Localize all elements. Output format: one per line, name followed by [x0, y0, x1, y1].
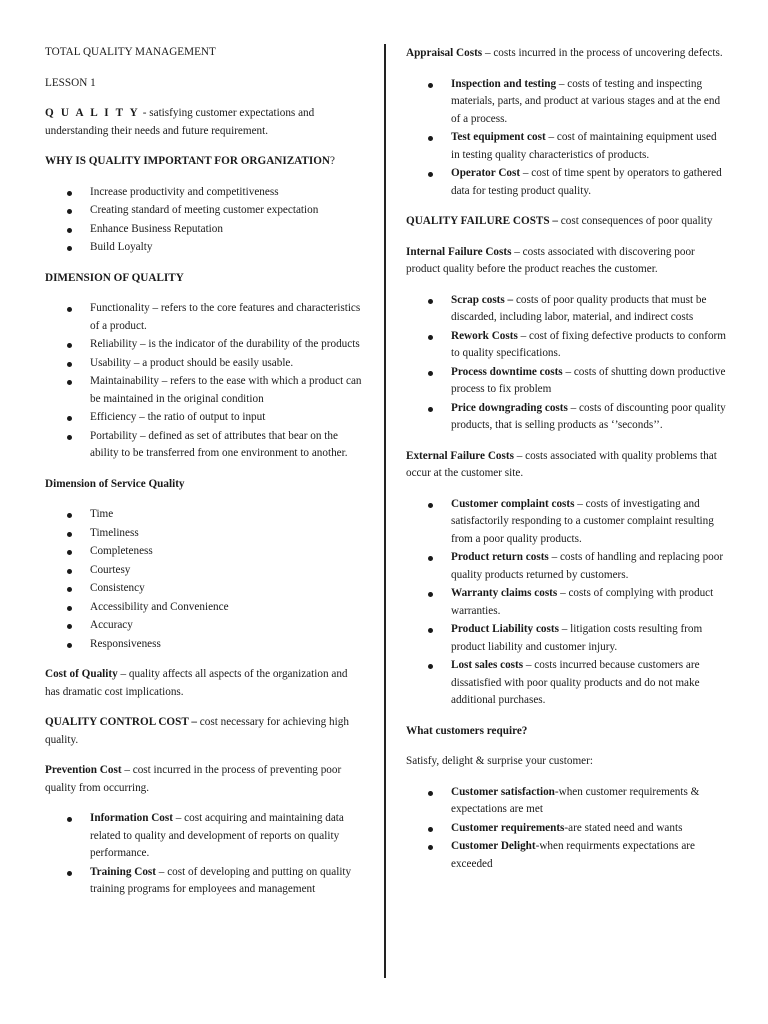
list-item	[406, 328, 726, 363]
bullet-icon	[67, 380, 72, 385]
bullet-icon	[428, 136, 433, 141]
why-heading-text: WHY IS QUALITY IMPORTANT FOR ORGANIZATION	[45, 155, 331, 167]
list-item	[45, 562, 363, 580]
list-item	[406, 292, 726, 327]
external-list	[406, 496, 726, 710]
list-item-term: Test equipment cost	[451, 131, 546, 143]
quality-term: Q U A L I T Y	[45, 107, 140, 119]
bullet-icon	[67, 228, 72, 233]
appraisal-costs	[406, 45, 726, 63]
list-item-text: – costs of investigating and satisfactorily responding to a customer complaint resulting from a poor quality products.	[451, 497, 714, 545]
list-item-text: Maintainability – refers to the ease with which a product can be maintained in the original condition	[90, 375, 362, 405]
list-item-term: Rework Costs	[451, 329, 518, 342]
list-item-text: – costs of handling and replacing poor quality products returned by customers.	[451, 551, 724, 581]
list-item	[45, 409, 363, 427]
list-item	[406, 784, 726, 819]
list-item-text: Courtesy	[90, 563, 131, 576]
list-item-term: Scrap costs –	[451, 293, 514, 306]
coq-def: – quality affects all aspects of the organization and has dramatic cost implications.	[45, 668, 348, 698]
bullet-icon	[67, 191, 72, 196]
service-heading: Dimension of Service Quality	[45, 477, 185, 490]
bullet-icon	[428, 628, 433, 633]
list-item-text: Creating standard of meeting customer expectation	[90, 204, 319, 216]
list-item-text: Time	[90, 508, 114, 520]
external-failure-costs	[406, 448, 726, 483]
list-item-text: – costs incurred because customers are dissatisfied with poor quality products and do not make additional purchases.	[451, 659, 700, 706]
why-heading-mark: ?	[330, 155, 335, 167]
list-item-text: – costs of discounting poor quality products, that is selling products as ‘’seconds’’.	[451, 401, 726, 431]
bullet-icon	[67, 817, 72, 822]
list-item	[45, 525, 363, 543]
list-item	[45, 580, 363, 598]
list-item-term: Customer satisfaction	[451, 785, 555, 798]
list-item-text: – litigation costs resulting from product liability and customer injury.	[451, 623, 703, 653]
bullet-icon	[67, 606, 72, 611]
list-item	[45, 810, 363, 863]
coq-term: Cost of Quality	[45, 668, 118, 680]
bullet-icon	[67, 871, 72, 876]
bullet-icon	[67, 209, 72, 214]
bullet-icon	[428, 556, 433, 561]
quality-def: - satisfying customer expectations and understanding their needs and future requirement.	[45, 107, 315, 137]
bullet-icon	[67, 587, 72, 592]
list-item	[406, 165, 726, 200]
list-item	[406, 549, 726, 584]
bullet-icon	[67, 362, 72, 367]
list-item-term: Product return costs	[451, 551, 549, 563]
bullet-icon	[428, 592, 433, 597]
list-item-term: Process downtime costs	[451, 365, 563, 378]
require-list	[406, 784, 726, 874]
list-item-term: Inspection and testing	[451, 77, 557, 90]
list-item-text: Responsiveness	[90, 637, 161, 650]
list-item-text: – costs of shutting down productive process to fix problem	[451, 365, 726, 395]
list-item	[45, 428, 363, 463]
list-item-text: – cost of time spent by operators to gathered data for testing product quality.	[451, 167, 722, 197]
list-item-text: Portability – defined as set of attributes that bear on the ability to be transferred from one environment to another.	[90, 429, 348, 459]
list-item-term: Customer complaint costs	[451, 497, 575, 510]
quality-control-cost	[45, 714, 363, 749]
list-item	[45, 202, 363, 220]
list-item-text: – costs of complying with product warranties.	[451, 587, 714, 617]
require-heading: What customers require?	[406, 724, 528, 737]
list-item	[406, 496, 726, 549]
lesson-label: LESSON 1	[45, 76, 96, 89]
appraisal-term: Appraisal Costs	[406, 47, 483, 59]
prevention-list	[45, 810, 363, 899]
list-item-text: -when customer requirements & expectations are met	[451, 785, 700, 815]
list-item	[406, 400, 726, 435]
list-item-term: Price downgrading costs	[451, 401, 568, 414]
list-item	[45, 599, 363, 617]
list-item	[45, 221, 363, 239]
list-item-text: Increase productivity and competitiveness	[90, 185, 279, 198]
bullet-icon	[428, 83, 433, 88]
list-item	[406, 585, 726, 620]
bullet-icon	[67, 550, 72, 555]
bullet-icon	[67, 435, 72, 440]
bullet-icon	[67, 643, 72, 648]
list-item	[45, 617, 363, 635]
quality-failure-costs	[406, 213, 726, 231]
list-item-text: – cost of fixing defective products to conform to quality specifications.	[451, 329, 726, 359]
list-item	[45, 336, 363, 354]
bullet-icon	[428, 791, 433, 796]
list-item-text: Build Loyalty	[90, 241, 153, 253]
list-item-text: Consistency	[90, 582, 145, 594]
appraisal-def: – costs incurred in the process of uncovering defects.	[482, 47, 723, 59]
list-item-text: – cost of developing and putting on quality training programs for employees and management	[90, 865, 352, 895]
bullet-icon	[67, 513, 72, 518]
list-item	[45, 300, 363, 335]
list-item-text: Accuracy	[90, 619, 133, 631]
bullet-icon	[428, 299, 433, 304]
bullet-icon	[67, 307, 72, 312]
bullet-icon	[428, 664, 433, 669]
cost-of-quality	[45, 666, 363, 701]
list-item-term: Information Cost	[90, 812, 173, 824]
why-heading	[45, 153, 363, 171]
list-item	[406, 129, 726, 164]
bullet-icon	[428, 371, 433, 376]
list-item	[406, 364, 726, 399]
list-item-text: – costs of testing and inspecting materials, parts, and product at various stages and at the end of a process.	[451, 77, 721, 125]
list-item	[45, 184, 363, 202]
qfc-def: cost consequences of poor quality	[558, 215, 713, 227]
list-item	[406, 820, 726, 838]
bullet-icon	[67, 569, 72, 574]
dimension-heading: DIMENSION OF QUALITY	[45, 271, 184, 284]
bullet-icon	[67, 246, 72, 251]
prevention-def: – cost incurred in the process of preventing poor quality from occurring.	[45, 764, 342, 794]
list-item-text: Reliability – is the indicator of the durability of the products	[90, 338, 360, 350]
list-item	[45, 636, 363, 654]
list-item	[406, 621, 726, 656]
dimension-list	[45, 300, 363, 463]
service-list	[45, 506, 363, 653]
list-item	[406, 657, 726, 710]
document-title: TOTAL QUALITY MANAGEMENT	[45, 46, 216, 58]
list-item	[45, 355, 363, 373]
qcc-def: cost necessary for achieving high quality.	[45, 716, 349, 746]
list-item-term: Customer Delight	[451, 840, 536, 852]
external-term: External Failure Costs	[406, 449, 514, 462]
list-item	[45, 373, 363, 408]
list-item-text: Functionality – refers to the core features and characteristics of a product.	[90, 302, 361, 332]
list-item-text: Completeness	[90, 545, 153, 557]
bullet-icon	[428, 407, 433, 412]
list-item-text: Timeliness	[90, 526, 139, 539]
list-item-text: -when requirments expectations are exceeded	[451, 840, 695, 870]
list-item-text: costs of poor quality products that must be discarded, including labor, material, and indirect costs	[451, 293, 707, 323]
internal-def: – costs associated with discovering poor product quality before the product reaches the customer.	[406, 245, 695, 275]
list-item	[406, 838, 726, 873]
external-def: – costs associated with quality problems that occur at the customer site.	[406, 449, 717, 479]
list-item-term: Warranty claims costs	[451, 587, 558, 599]
prevention-term: Prevention Cost	[45, 764, 122, 776]
why-list	[45, 184, 363, 257]
left-column	[45, 44, 363, 912]
list-item	[406, 76, 726, 129]
list-item-term: Product Liability costs	[451, 623, 559, 635]
appraisal-list	[406, 76, 726, 201]
bullet-icon	[428, 827, 433, 832]
list-item	[45, 864, 363, 899]
require-intro: Satisfy, delight & surprise your customer:	[406, 755, 593, 767]
bullet-icon	[428, 335, 433, 340]
list-item-term: Operator Cost	[451, 167, 521, 179]
list-item-text: -are stated need and wants	[564, 821, 683, 834]
list-item-text: Efficiency – the ratio of output to input	[90, 411, 266, 423]
bullet-icon	[428, 172, 433, 177]
internal-term: Internal Failure Costs	[406, 245, 512, 258]
bullet-icon	[67, 532, 72, 537]
list-item-text: – cost of maintaining equipment used in testing quality characteristics of products.	[451, 131, 717, 161]
list-item-term: Training Cost	[90, 865, 156, 878]
bullet-icon	[67, 416, 72, 421]
bullet-icon	[428, 503, 433, 508]
quality-definition	[45, 105, 363, 140]
prevention-cost	[45, 762, 363, 797]
list-item-text: Usability – a product should be easily usable.	[90, 356, 294, 369]
right-column	[406, 45, 726, 886]
list-item	[45, 543, 363, 561]
internal-failure-costs	[406, 244, 726, 279]
list-item-term: Customer requirements	[451, 821, 565, 834]
list-item-text: – cost acquiring and maintaining data related to quality and development of reports on quality performance.	[90, 812, 344, 859]
list-item	[45, 506, 363, 524]
bullet-icon	[67, 624, 72, 629]
list-item-term: Lost sales costs	[451, 659, 524, 671]
internal-list	[406, 292, 726, 435]
qfc-term: QUALITY FAILURE COSTS –	[406, 215, 558, 227]
column-divider	[384, 44, 386, 978]
list-item	[45, 239, 363, 257]
qcc-term: QUALITY CONTROL COST –	[45, 716, 197, 728]
bullet-icon	[428, 845, 433, 850]
bullet-icon	[67, 343, 72, 348]
list-item-text: Accessibility and Convenience	[90, 600, 229, 613]
list-item-text: Enhance Business Reputation	[90, 222, 223, 235]
